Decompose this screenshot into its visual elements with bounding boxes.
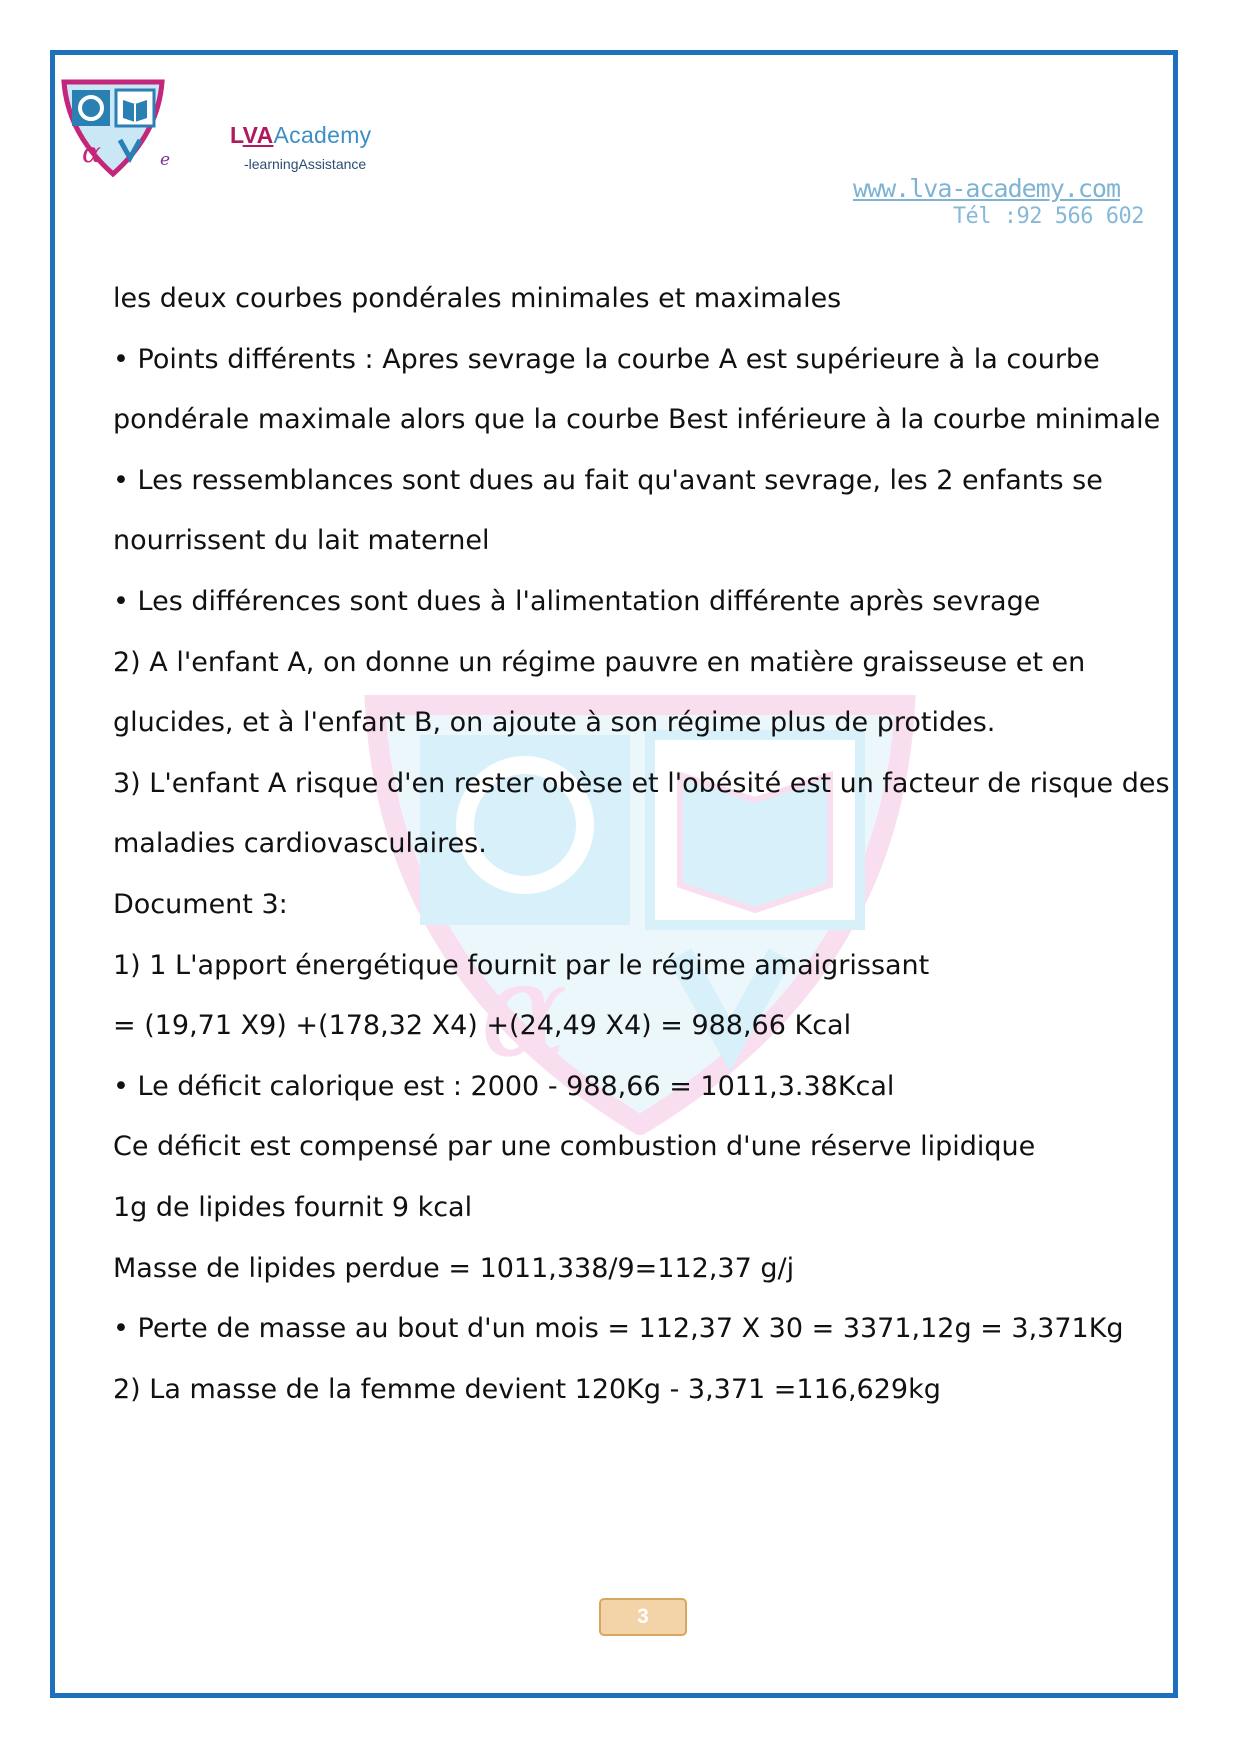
text-line: Ce déficit est compensé par une combustion d'une réserve lipidique <box>113 1131 1036 1163</box>
logo-e-mark: e <box>160 150 171 170</box>
brand-academy: Academy <box>273 122 372 148</box>
text-line: nourrissent du lait maternel <box>113 525 490 557</box>
text-line: 1) 1 L'apport énergétique fournit par le régime amaigrissant <box>113 949 930 981</box>
text-line: 2) A l'enfant A, on donne un régime pauvre en matière graisseuse et en <box>113 646 1086 678</box>
text-line: les deux courbes pondérales minimales et maximales <box>113 283 842 314</box>
phone-number: Tél :92 566 602 <box>952 204 1144 229</box>
text-line: • Les ressemblances sont dues au fait qu'avant sevrage, les 2 enfants se <box>113 464 1103 496</box>
text-line: glucides, et à l'enfant B, on ajoute à son régime plus de protides. <box>113 707 996 739</box>
document-body <box>113 278 1173 1429</box>
section-heading: Document 3: <box>113 888 288 920</box>
text-line: 3) L'enfant A risque d'en rester obèse et l'obésité est un facteur de risque des <box>113 767 1170 799</box>
text-line: • Les différences sont dues à l'alimentation différente après sevrage <box>113 585 1041 617</box>
text-line: • Points différents : Apres sevrage la courbe A est supérieure à la courbe <box>113 343 1100 375</box>
text-line: • Perte de masse au bout d'un mois = 112,37 X 30 = 3371,12g = 3,371Kg <box>113 1313 1124 1345</box>
brand-letters-va: VA <box>242 122 274 148</box>
website-link[interactable]: www.lva-academy.com <box>853 174 1120 203</box>
text-line: pondérale maximale alors que la courbe Best inférieure à la courbe minimale <box>113 404 1161 436</box>
text-line: 1g de lipides fournit 9 kcal <box>113 1191 473 1223</box>
svg-text:α: α <box>82 136 101 169</box>
text-line: 2) La masse de la femme devient 120Kg - 3,371 =116,629kg <box>113 1373 941 1405</box>
text-line: • Le déficit calorique est : 2000 - 988,66 = 1011,3.38Kcal <box>113 1070 895 1102</box>
brand-name <box>230 122 371 149</box>
page-number-badge: 3 <box>599 1598 687 1636</box>
brand-tagline: -learningAssistance <box>244 156 367 172</box>
text-line: Masse de lipides perdue = 1011,338/9=112,37 g/j <box>113 1252 795 1284</box>
text-line: = (19,71 X9) +(178,32 X4) +(24,49 X4) = 988,66 Kcal <box>113 1010 852 1042</box>
lva-academy-logo <box>58 78 171 178</box>
svg-text:α: α <box>480 934 568 1086</box>
brand-letter-l: L <box>230 122 243 148</box>
text-line: maladies cardiovasculaires. <box>113 828 487 860</box>
